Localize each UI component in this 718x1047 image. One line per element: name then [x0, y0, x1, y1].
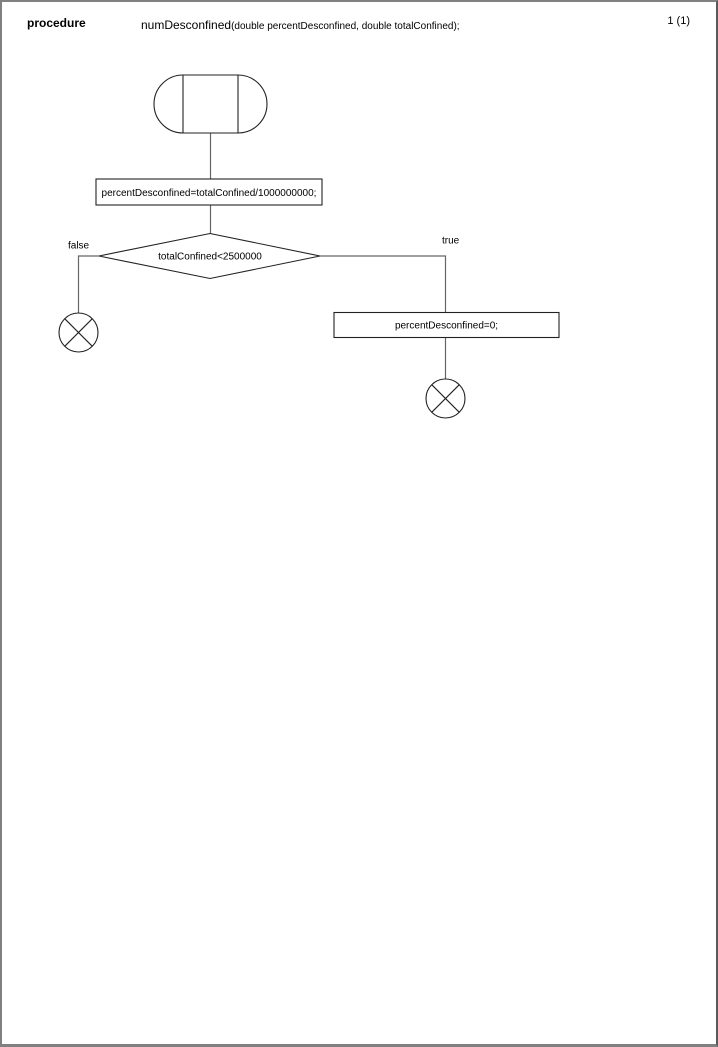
return-icon-left: [59, 313, 98, 352]
false-branch-label: false: [68, 240, 90, 252]
process-box-1-text: percentDesconfined=totalConfined/1000000000;: [101, 188, 317, 199]
decision-diamond-text: totalConfined<2500000: [158, 251, 262, 263]
start-symbol: [154, 75, 267, 133]
process-box-2-text: percentDesconfined=0;: [394, 320, 499, 332]
true-branch-label: true: [442, 235, 460, 247]
true-branch-connector: [320, 256, 446, 313]
false-branch-connector: [79, 256, 100, 313]
procedure-name: numDesconfined: [141, 18, 232, 32]
procedure-kind-label: procedure: [27, 16, 86, 30]
flowchart-canvas: [2, 2, 718, 1047]
start-symbol-outline: [154, 75, 267, 133]
page-number: 1 (1): [667, 15, 690, 27]
shapes-layer: [59, 75, 559, 418]
return-icon-right: [426, 379, 465, 418]
procedure-parameters: (double percentDesconfined, double totalConfined);: [231, 21, 460, 32]
